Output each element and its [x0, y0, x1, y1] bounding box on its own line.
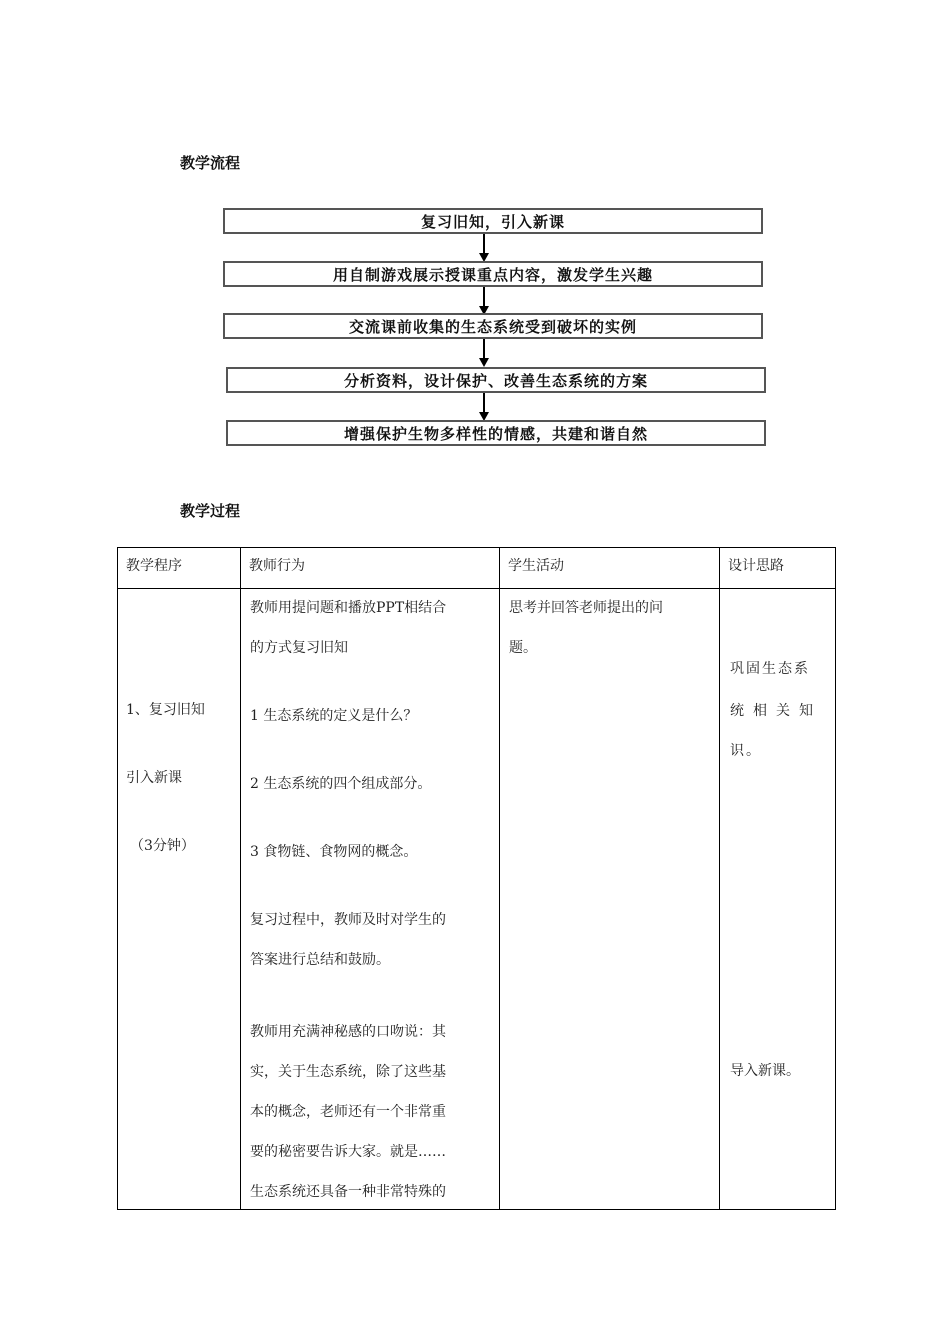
- student-line-1: 思考并回答老师提出的问: [509, 600, 663, 616]
- flow-arrow-4: [478, 393, 490, 421]
- program-line-1: 1、复习旧知: [126, 702, 205, 718]
- cell-student: [500, 589, 720, 1210]
- table-header-row: [118, 548, 836, 589]
- teacher-question-3: 3 食物链、食物网的概念。: [250, 844, 418, 860]
- header-cell-teacher: 教师行为: [241, 548, 500, 589]
- flow-arrow-3: [478, 339, 490, 367]
- teacher-line-2: 的方式复习旧知: [250, 640, 348, 656]
- flow-step-1: 复习旧知，引入新课: [223, 208, 763, 234]
- program-line-2: 引入新课: [126, 770, 182, 786]
- cell-design: [720, 589, 836, 1210]
- teacher-line-10: 本的概念，老师还有一个非常重: [250, 1104, 446, 1120]
- teacher-line-7: 答案进行总结和鼓励。: [250, 952, 390, 968]
- header-cell-student: 学生活动: [500, 548, 720, 589]
- teacher-question-1: 1 生态系统的定义是什么？: [250, 708, 418, 724]
- cell-program: [118, 589, 241, 1210]
- design-line-3: 识。: [730, 743, 762, 759]
- design-line-2: 统相关知: [730, 703, 822, 719]
- flow-arrow-2: [478, 287, 490, 315]
- teacher-line-11: 要的秘密要告诉大家。就是……: [250, 1144, 446, 1160]
- table-row: [118, 589, 836, 1210]
- flow-step-5: 增强保护生物多样性的情感，共建和谐自然: [226, 420, 766, 446]
- program-line-3: （3分钟）: [130, 838, 195, 854]
- flow-arrow-1: [478, 234, 490, 262]
- student-line-2: 题。: [509, 640, 537, 656]
- process-table: [117, 547, 836, 1210]
- teacher-line-8: 教师用充满神秘感的口吻说：其: [250, 1024, 446, 1040]
- teacher-line-1: 教师用提问题和播放PPT相结合: [250, 600, 447, 616]
- cell-teacher: [241, 589, 500, 1210]
- design-line-1: 巩固生态系: [730, 661, 810, 677]
- flow-step-4: 分析资料，设计保护、改善生态系统的方案: [226, 367, 766, 393]
- design-line-4: 导入新课。: [730, 1063, 800, 1079]
- header-cell-program: 教学程序: [118, 548, 241, 589]
- teacher-line-9: 实，关于生态系统，除了这些基: [250, 1064, 446, 1080]
- flow-heading: 教学流程: [180, 154, 241, 172]
- teacher-question-2: 2 生态系统的四个组成部分。: [250, 776, 432, 792]
- header-cell-design: 设计思路: [720, 548, 836, 589]
- process-heading: 教学过程: [180, 502, 241, 520]
- teacher-line-12: 生态系统还具备一种非常特殊的: [250, 1184, 446, 1200]
- flow-step-2: 用自制游戏展示授课重点内容，激发学生兴趣: [223, 261, 763, 287]
- flow-step-3: 交流课前收集的生态系统受到破坏的实例: [223, 313, 763, 339]
- teacher-line-6: 复习过程中，教师及时对学生的: [250, 912, 446, 928]
